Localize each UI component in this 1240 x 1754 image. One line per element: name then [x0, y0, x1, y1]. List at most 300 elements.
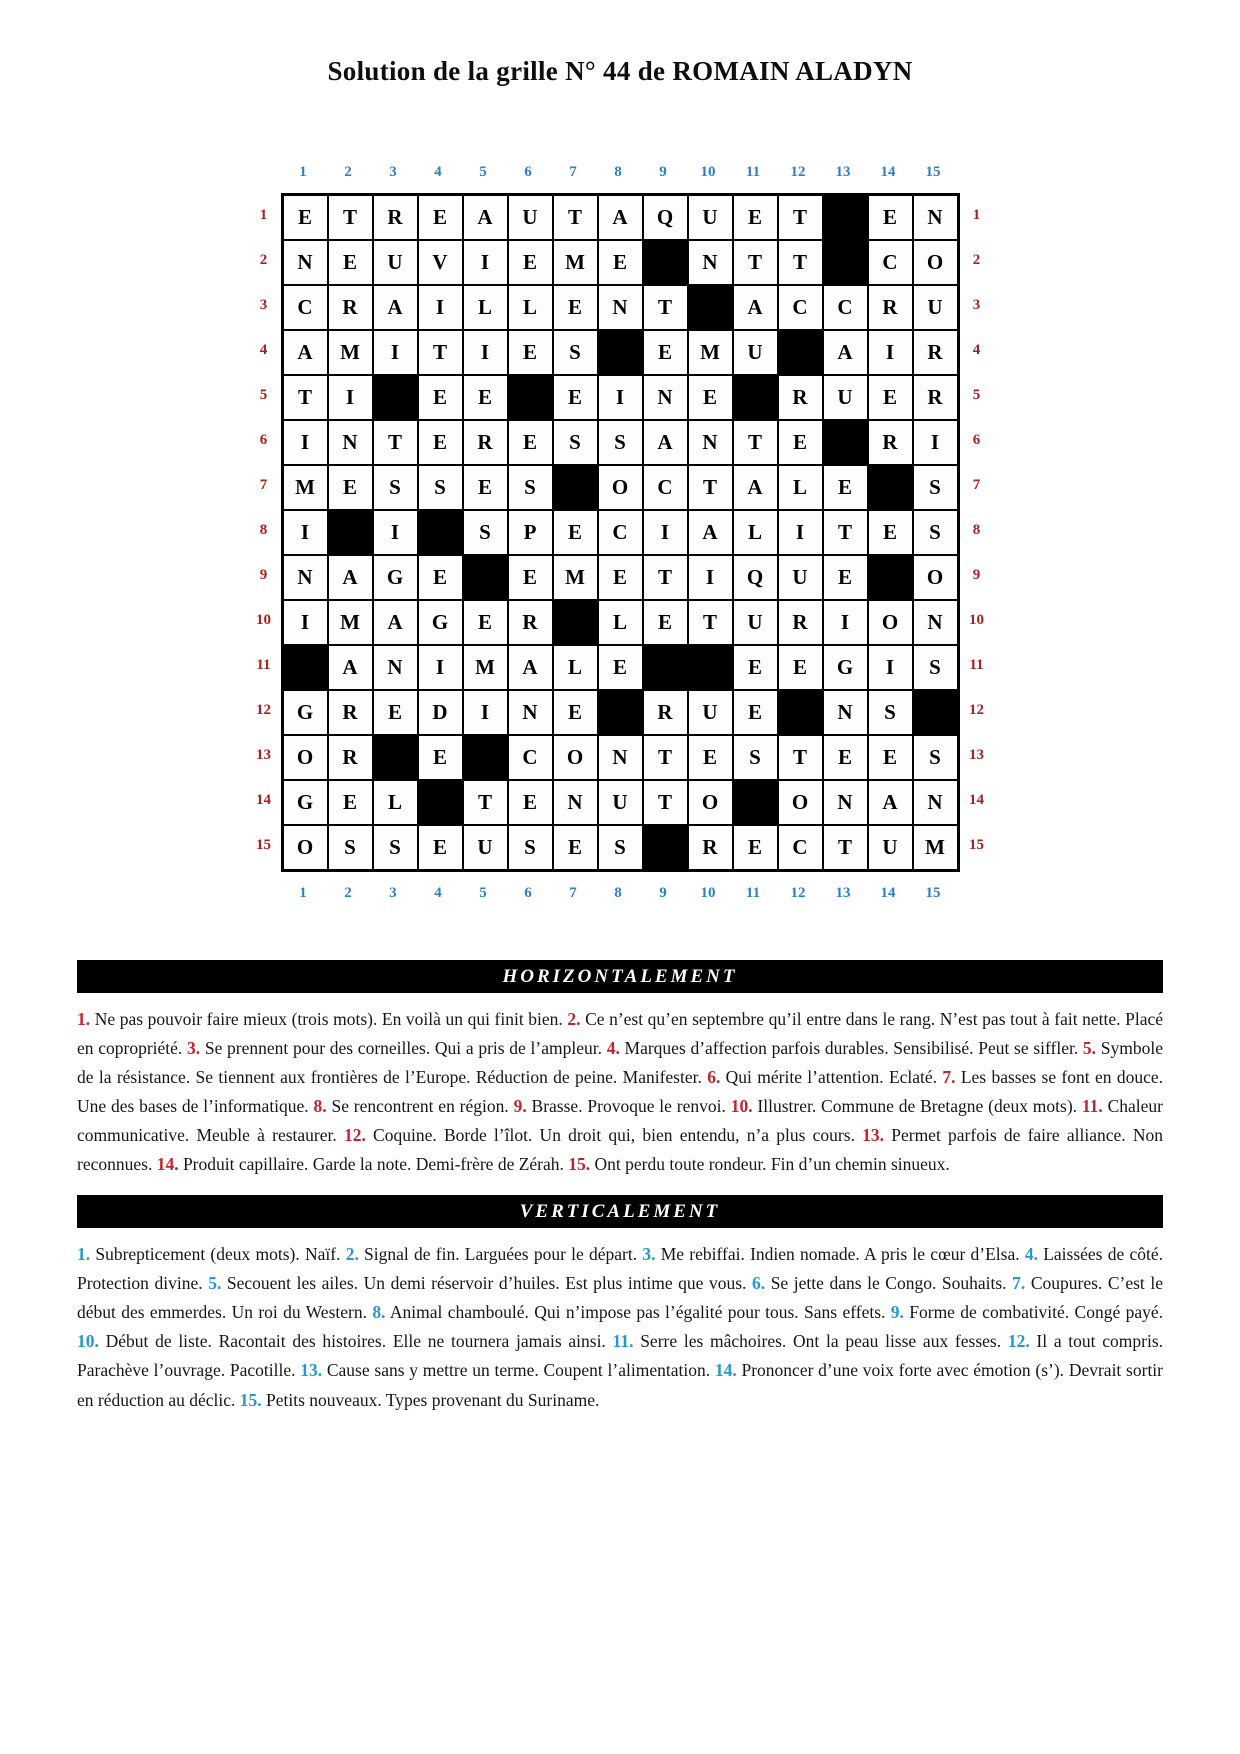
grid-cell: I — [643, 510, 688, 555]
column-number: 14 — [880, 885, 896, 901]
row-number: 13 — [969, 747, 984, 763]
column-number: 9 — [659, 164, 667, 180]
column-number: 9 — [659, 885, 667, 901]
column-number: 7 — [569, 885, 577, 901]
clue-text: Qui mérite l’attention. Eclaté. — [720, 1067, 943, 1088]
column-number: 3 — [389, 164, 397, 180]
clue-number: 11. — [1081, 1096, 1103, 1117]
grid-cell-black — [688, 645, 733, 690]
grid-cell: O — [913, 240, 958, 285]
grid-cell: N — [823, 780, 868, 825]
clue-text: Il a tout compris. Parachève l’ouvrage. Pacotille. — [77, 1331, 1164, 1381]
clue-number: 2. — [567, 1009, 581, 1029]
clue-text: Petits nouveaux. Types provenant du Suriname. — [261, 1389, 600, 1410]
grid-cell-black — [508, 375, 553, 420]
grid-cell: R — [508, 600, 553, 645]
grid-cell: U — [913, 285, 958, 330]
grid-cell: R — [463, 420, 508, 465]
row-number: 12 — [969, 702, 984, 718]
grid-cell: U — [688, 195, 733, 240]
section-title-horizontalement: HORIZONTALEMENT — [502, 965, 738, 987]
grid-cell: U — [733, 600, 778, 645]
grid-cell: L — [598, 600, 643, 645]
clue-number: 10. — [730, 1096, 753, 1117]
column-number: 1 — [299, 164, 307, 180]
clue-text: Symbole de la résistance. Se tiennent aux frontières de l’Europe. Réduction de peine. Manifester. — [77, 1038, 1163, 1088]
grid-cell: A — [463, 195, 508, 240]
column-numbers-top — [281, 161, 994, 183]
grid-cell: O — [913, 555, 958, 600]
grid-cell: E — [508, 240, 553, 285]
grid-cell: I — [598, 375, 643, 420]
grid-cell-black — [823, 195, 868, 240]
row-number: 14 — [969, 792, 984, 808]
column-numbers-bottom — [281, 882, 994, 904]
crossword-grid — [247, 161, 994, 904]
column-number: 6 — [524, 885, 532, 901]
grid-cell-black — [868, 555, 913, 600]
grid-cell: R — [868, 285, 913, 330]
grid-cell: E — [418, 375, 463, 420]
clue-text: Permet parfois de faire alliance. Non reconnues. — [77, 1125, 1163, 1175]
grid-cell: A — [868, 780, 913, 825]
row-number: 4 — [259, 342, 268, 358]
page-title: Solution de la grille N° 44 de ROMAIN ALADYN — [327, 56, 913, 86]
grid-cell: M — [553, 555, 598, 600]
grid-cell: T — [733, 240, 778, 285]
clue-number: 3. — [187, 1038, 201, 1059]
grid-cell: E — [733, 195, 778, 240]
column-number: 1 — [299, 885, 307, 901]
grid-cell: I — [463, 240, 508, 285]
grid-cell: S — [598, 825, 643, 870]
row-number: 8 — [259, 522, 268, 538]
clue-number: 1. — [77, 1244, 91, 1265]
grid-cell: E — [598, 240, 643, 285]
grid-cell: C — [778, 825, 823, 870]
grid-cell: A — [688, 510, 733, 555]
grid-cell: N — [598, 735, 643, 780]
column-number: 8 — [614, 885, 622, 901]
grid-cell: N — [328, 420, 373, 465]
grid-cell: S — [418, 465, 463, 510]
grid-cell: E — [463, 465, 508, 510]
grid-cell: E — [508, 330, 553, 375]
grid-cell: A — [373, 285, 418, 330]
grid-cell: C — [823, 285, 868, 330]
grid-cell: R — [688, 825, 733, 870]
column-number: 15 — [925, 164, 941, 180]
grid-cell: N — [688, 420, 733, 465]
column-number: 6 — [524, 164, 532, 180]
grid-cell: O — [283, 825, 328, 870]
grid-cell-black — [418, 780, 463, 825]
row-number: 2 — [972, 252, 981, 268]
grid-cell: T — [373, 420, 418, 465]
grid-cell: N — [283, 240, 328, 285]
grid-cell: I — [913, 420, 958, 465]
grid-cell: S — [463, 510, 508, 555]
clue-text: Animal chamboulé. Qui n’impose pas l’égalité pour tous. Sans effets. — [385, 1302, 891, 1323]
grid-cell: N — [553, 780, 598, 825]
grid-cell: C — [868, 240, 913, 285]
grid-cell: E — [823, 555, 868, 600]
grid-cell: A — [733, 285, 778, 330]
grid-cell: U — [463, 825, 508, 870]
grid-cell: I — [418, 285, 463, 330]
grid-cell: R — [328, 285, 373, 330]
row-number: 3 — [972, 297, 981, 313]
grid-cell: I — [418, 645, 463, 690]
grid-cell: O — [868, 600, 913, 645]
clue-number: 11. — [612, 1331, 634, 1352]
grid-cell: N — [913, 195, 958, 240]
clue-number: 15. — [239, 1389, 262, 1410]
grid-cell: S — [328, 825, 373, 870]
row-number: 11 — [969, 657, 984, 673]
clue-text: Les basses se font en douce. Une des bases de l’informatique. — [77, 1067, 1163, 1117]
clues-horizontalement — [77, 1005, 1163, 1179]
grid-cell: C — [778, 285, 823, 330]
column-number: 4 — [434, 164, 442, 180]
grid-cell: S — [598, 420, 643, 465]
row-number: 7 — [972, 477, 981, 493]
grid-cell: G — [373, 555, 418, 600]
grid-cell-black — [373, 735, 418, 780]
clue-number: 1. — [77, 1009, 91, 1029]
row-number: 13 — [256, 747, 271, 763]
clue-number: 14. — [714, 1360, 737, 1381]
grid-cell: S — [553, 330, 598, 375]
grid-cell-black — [913, 690, 958, 735]
grid-cell: R — [778, 600, 823, 645]
clue-number: 4. — [1024, 1244, 1038, 1265]
grid-cell: G — [283, 780, 328, 825]
grid-cell: E — [598, 555, 643, 600]
grid-cell: R — [913, 330, 958, 375]
grid-cell: R — [913, 375, 958, 420]
clue-text: Signal de fin. Larguées pour le départ. — [358, 1244, 643, 1265]
row-numbers-right — [960, 193, 994, 872]
grid-cell: N — [598, 285, 643, 330]
grid-cell: T — [643, 285, 688, 330]
grid-cell: E — [868, 195, 913, 240]
grid-cell: N — [913, 780, 958, 825]
grid-cell: E — [643, 330, 688, 375]
section-bar-verticalement — [77, 1195, 1163, 1228]
column-number: 4 — [434, 885, 442, 901]
grid-cell: E — [553, 825, 598, 870]
grid-cell: E — [868, 375, 913, 420]
grid-cell: E — [778, 645, 823, 690]
grid-cell: M — [553, 240, 598, 285]
grid-cell: T — [463, 780, 508, 825]
column-number: 5 — [479, 885, 487, 901]
clue-text: Coquine. Borde l’îlot. Un droit qui, bien entendu, n’a plus cours. — [365, 1125, 863, 1146]
clue-text: Me rebiffai. Indien nomade. A pris le cœur d’Elsa. — [655, 1244, 1025, 1265]
grid-cell-black — [733, 780, 778, 825]
grid-cell: E — [688, 735, 733, 780]
row-number: 10 — [969, 612, 984, 628]
grid-cell: I — [283, 600, 328, 645]
grid-cell: E — [418, 555, 463, 600]
grid-cell: L — [778, 465, 823, 510]
clue-text: Brasse. Provoque le renvoi. — [526, 1096, 731, 1117]
grid-cell-black — [643, 825, 688, 870]
grid-cell: E — [418, 195, 463, 240]
grid-cell: E — [418, 825, 463, 870]
grid-cell-black — [373, 375, 418, 420]
grid-cell: M — [913, 825, 958, 870]
grid-cell-black — [778, 690, 823, 735]
grid-cell: A — [643, 420, 688, 465]
row-number: 2 — [259, 252, 268, 268]
clue-text: Cause sans y mettre un terme. Coupent l’alimentation. — [322, 1360, 715, 1381]
column-number: 15 — [925, 885, 941, 901]
section-verticalement — [77, 1195, 1163, 1414]
clue-text: Coupures. C’est le début des emmerdes. Un roi du Western. — [77, 1273, 1163, 1323]
grid-cell: A — [733, 465, 778, 510]
grid-cell: R — [373, 195, 418, 240]
grid-cell: T — [328, 195, 373, 240]
grid-cell: E — [688, 375, 733, 420]
grid-cell: I — [868, 645, 913, 690]
clue-text: Chaleur communicative. Meuble à restaurer. — [77, 1096, 1164, 1146]
column-number: 12 — [790, 885, 806, 901]
clue-text: Illustrer. Commune de Bretagne (deux mots). — [752, 1096, 1082, 1117]
grid-cell-black — [328, 510, 373, 555]
grid-cell: T — [688, 600, 733, 645]
grid-cell: E — [823, 465, 868, 510]
row-number: 7 — [259, 477, 268, 493]
grid-cell: S — [913, 735, 958, 780]
row-number: 9 — [972, 567, 981, 583]
grid-cell: T — [643, 735, 688, 780]
grid-cell: T — [733, 420, 778, 465]
grid-cell: E — [733, 690, 778, 735]
grid-cell: E — [328, 780, 373, 825]
clue-number: 5. — [208, 1273, 222, 1294]
grid-cell-black — [868, 465, 913, 510]
grid-cell: S — [913, 465, 958, 510]
grid-cell: T — [643, 780, 688, 825]
grid-cell: I — [373, 330, 418, 375]
grid-cell: Q — [733, 555, 778, 600]
row-number: 11 — [256, 657, 271, 673]
row-number: 15 — [969, 837, 984, 853]
grid-cell: R — [328, 735, 373, 780]
column-number: 10 — [700, 885, 716, 901]
grid-cell: I — [688, 555, 733, 600]
row-number: 1 — [972, 207, 981, 223]
grid-cell: I — [778, 510, 823, 555]
row-number: 10 — [256, 612, 271, 628]
column-number: 10 — [700, 164, 716, 180]
grid-cell: M — [328, 600, 373, 645]
clue-number: 10. — [77, 1331, 99, 1352]
clue-number: 9. — [513, 1096, 527, 1117]
grid-cell-black — [553, 600, 598, 645]
clue-text: Début de liste. Racontait des histoires. Elle ne tournera jamais ainsi. — [98, 1331, 613, 1352]
column-number: 2 — [344, 885, 352, 901]
grid-cell: E — [643, 600, 688, 645]
grid-cell: R — [868, 420, 913, 465]
clue-number: 9. — [890, 1302, 904, 1323]
grid-cell: U — [733, 330, 778, 375]
grid-cell-black — [733, 375, 778, 420]
grid-cell: N — [508, 690, 553, 735]
grid-cell: S — [508, 465, 553, 510]
grid-cell: I — [868, 330, 913, 375]
grid-cell: S — [373, 465, 418, 510]
grid-cell-black — [598, 330, 643, 375]
column-number: 7 — [569, 164, 577, 180]
grid-cell: A — [373, 600, 418, 645]
row-number: 1 — [259, 207, 268, 223]
clue-number: 6. — [752, 1273, 766, 1294]
grid-cell: T — [778, 240, 823, 285]
grid-cell: U — [868, 825, 913, 870]
row-number: 6 — [259, 432, 268, 448]
grid-cell: L — [373, 780, 418, 825]
grid-cell: I — [463, 690, 508, 735]
row-number: 14 — [256, 792, 271, 808]
grid-cell: E — [823, 735, 868, 780]
clue-text: Laissées de côté. Protection divine. — [77, 1244, 1163, 1294]
grid-cell: V — [418, 240, 463, 285]
grid-cell: I — [823, 600, 868, 645]
clue-text: Forme de combativité. Congé payé. — [903, 1302, 1163, 1323]
clue-text: Ont perdu toute rondeur. Fin d’un chemin sinueux. — [590, 1154, 950, 1175]
grid-cell: E — [328, 465, 373, 510]
grid-cell: G — [823, 645, 868, 690]
column-number: 11 — [745, 885, 761, 901]
grid-cell: L — [463, 285, 508, 330]
grid-cell: T — [418, 330, 463, 375]
column-number: 8 — [614, 164, 622, 180]
grid-cell: E — [463, 600, 508, 645]
row-number: 8 — [972, 522, 981, 538]
grid-cell: E — [733, 825, 778, 870]
grid-cell: I — [373, 510, 418, 555]
section-title-verticalement: VERTICALEMENT — [519, 1200, 721, 1222]
row-number: 4 — [972, 342, 981, 358]
clue-number: 14. — [156, 1154, 179, 1175]
grid-cell-black — [553, 465, 598, 510]
grid-cell-black — [463, 555, 508, 600]
grid-cell: R — [778, 375, 823, 420]
grid-cell-black — [283, 645, 328, 690]
clue-number: 13. — [300, 1360, 323, 1381]
clue-text: Subrepticement (deux mots). Naïf. — [90, 1244, 346, 1265]
clue-number: 5. — [1082, 1038, 1097, 1059]
clue-text: Prononcer d’une voix forte avec émotion (s’). Devrait sortir en réduction au déclic. — [77, 1360, 1163, 1410]
grid-cell: C — [643, 465, 688, 510]
grid-cell: M — [688, 330, 733, 375]
grid-cell: U — [823, 375, 868, 420]
clue-text: Marques d’affection parfois durables. Sensibilisé. Peut se siffler. — [619, 1038, 1083, 1059]
grid-cell: L — [733, 510, 778, 555]
grid-cell: S — [508, 825, 553, 870]
row-number: 5 — [972, 387, 981, 403]
clue-text: Produit capillaire. Garde la note. Demi-frère de Zérah. — [178, 1154, 569, 1175]
grid-cell: O — [598, 465, 643, 510]
grid-cell: E — [553, 375, 598, 420]
grid-cell: M — [328, 330, 373, 375]
grid-cell: U — [373, 240, 418, 285]
column-number: 14 — [880, 164, 896, 180]
grid-cell: O — [283, 735, 328, 780]
grid-cell-black — [463, 735, 508, 780]
clue-number: 2. — [345, 1244, 359, 1265]
clue-number: 12. — [343, 1125, 366, 1146]
grid-cell: E — [508, 420, 553, 465]
grid-cell: E — [868, 735, 913, 780]
grid-cell-black — [643, 645, 688, 690]
grid-cell-black — [823, 420, 868, 465]
grid-cell: C — [598, 510, 643, 555]
grid-cell: N — [823, 690, 868, 735]
clue-number: 7. — [942, 1067, 956, 1088]
grid-cell: T — [643, 555, 688, 600]
grid-cell: T — [688, 465, 733, 510]
grid-cell: C — [508, 735, 553, 780]
row-number: 5 — [259, 387, 268, 403]
column-number: 2 — [344, 164, 352, 180]
row-numbers-left — [247, 193, 281, 872]
section-horizontalement — [77, 960, 1163, 1179]
clue-number: 15. — [568, 1154, 591, 1175]
grid-cell-black — [418, 510, 463, 555]
grid-cell: O — [688, 780, 733, 825]
clue-text: Serre les mâchoires. Ont la peau lisse aux fesses. — [633, 1331, 1008, 1352]
grid-cell: N — [373, 645, 418, 690]
grid-cell: L — [508, 285, 553, 330]
grid-cell: A — [598, 195, 643, 240]
grid-cell: E — [508, 780, 553, 825]
grid-cell: T — [823, 825, 868, 870]
grid-cell: E — [463, 375, 508, 420]
grid-cell: L — [553, 645, 598, 690]
clue-number: 3. — [642, 1244, 656, 1265]
row-number: 9 — [259, 567, 268, 583]
grid-cell: D — [418, 690, 463, 735]
clue-number: 13. — [862, 1125, 885, 1146]
grid-cell: G — [283, 690, 328, 735]
grid-cell: E — [868, 510, 913, 555]
column-number: 13 — [835, 885, 851, 901]
grid-cell: I — [283, 510, 328, 555]
grid-cell: E — [418, 420, 463, 465]
row-number: 3 — [259, 297, 268, 313]
grid-cell: A — [328, 555, 373, 600]
grid-cell: S — [868, 690, 913, 735]
column-number: 3 — [389, 885, 397, 901]
grid-cell: S — [373, 825, 418, 870]
grid-cell: U — [688, 690, 733, 735]
grid-cell: A — [283, 330, 328, 375]
grid-cell: A — [508, 645, 553, 690]
grid-cell: U — [778, 555, 823, 600]
clue-text: Se rencontrent en région. — [326, 1096, 514, 1117]
clue-text: Se prennent pour des corneilles. Qui a pris de l’ampleur. — [200, 1038, 607, 1059]
section-bar-horizontalement — [77, 960, 1163, 993]
clue-text: Ne pas pouvoir faire mieux (trois mots). En voilà un qui finit bien. — [90, 1009, 568, 1029]
grid-cell: S — [553, 420, 598, 465]
grid-cell: R — [328, 690, 373, 735]
grid-cell: M — [283, 465, 328, 510]
grid-cell: T — [283, 375, 328, 420]
